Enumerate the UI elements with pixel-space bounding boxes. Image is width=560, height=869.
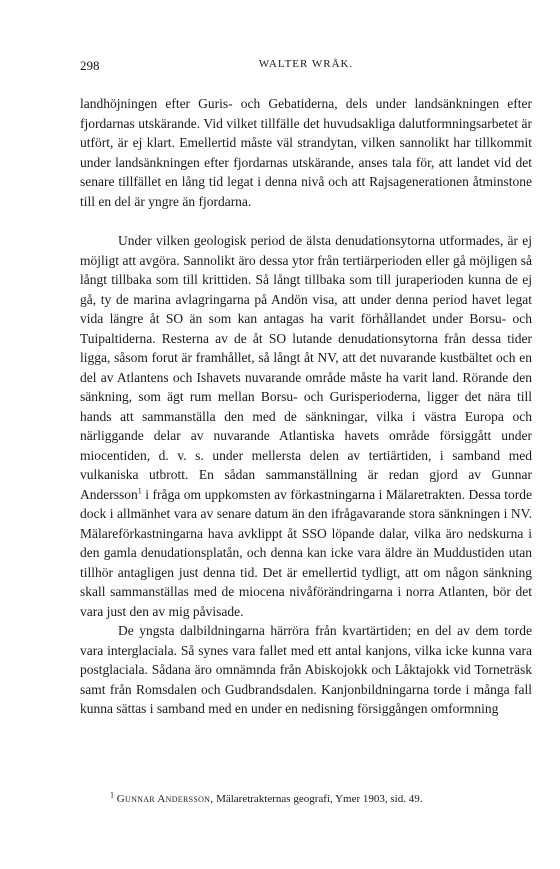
footnote bbox=[110, 792, 532, 806]
paragraph bbox=[80, 231, 532, 621]
body-text bbox=[80, 94, 532, 719]
footnote-marker: 1 bbox=[110, 790, 114, 800]
paragraph-text: i fråga om uppkomsten av förkastningarna i Mälaretrakten. Dessa torde dock i allmänhet vara av senare datum än den ifrågavarande stora sänkningen i NV. Mälareförkastningarna hava avklippt åt SSO löpande dalar, vilka äro nedskurna i den gamla denudationsplatån, och denna kan icke vara äldre än Muddustiden utan tillhör antagligen just denna tid. Det är emellertid tydligt, att om någon sänkning skall sammanställas med de miocena nivåförändringarna i norra Atlanten, bör det vara just den av mig påvisade. bbox=[80, 486, 533, 619]
footnote-reference: 1 bbox=[137, 486, 142, 495]
paragraph: De yngsta dalbildningarna härröra från kvartärtiden; en del av dem torde vara interglaciala. Så synes vara fallet med ett antal kanjons, vilka icke kunna vara postglaciala. Sådana äro omnämnda från Abiskojokk och Låktajokk vid Torneträsk samt från Romsdalen och Gudbrandsdalen. Kanjonbildningarna torde i många fall kunna sättas i samband med en under en nedisning försiggången omformning bbox=[80, 623, 532, 716]
paragraph: landhöjningen efter Guris- och Gebatiderna, dels under landsänkningen efter fjordarnas utskärande. Vid vilket tillfälle det huvudsakliga dalutformningsarbetet är utfört, är ej klart. Emellertid måste väl strandytan, vilken sannolikt har tillkommit under landsänkningen efter fjordarnas utskärande, anses tala för, att landet vid det senare tillfället en lång tid legat i denna nivå och att Rajsagenerationen åtminstone till en del är yngre än fjordarna. bbox=[80, 96, 532, 209]
page-header bbox=[80, 58, 532, 78]
footnote-text: Mälaretrakternas geografi, Ymer 1903, sid. 49. bbox=[216, 793, 423, 805]
running-head: WALTER WRÅK. bbox=[258, 58, 354, 70]
footnote-author: Gunnar Andersson, bbox=[116, 793, 214, 805]
paragraph-text: Under vilken geologisk period de älsta denudationsytorna utformades, är ej möjligt att avgöra. Sannolikt äro dessa ytor från tertiärperioden eller gå möjligen så långt tillbaka som till krittiden. Så långt tillbaka som till juraperioden kunna de ej gå, ty de marina avlagringarna på Andön visa, att under denna period havet legat vida längre åt SO än som kan antagas ha varit förhållandet under Borsu- och Tuipaltiderna. Resterna av de åt SO lutande denudationsytorna från dessa tider ligga, såsom forut är framhållet, så långt åt NV, att det nuvarande kustbältet och en del av Atlantens och Ishavets nuvarande område måste ha varit land. Rörande den sänkning, som ägt rum mellan Borsu- och Gurisperioderna, ligger det nära till hands att sammanställa den med de sänkningar, vilka i västra Europa och närliggande delar av nuvarande Atlantiska havets område försiggått under miocentiden, d. v. s. under mellersta delen av tertiärtiden, i samband med vulkaniska utbrott. En sådan sammanställning är redan gjord av Gunnar Andersson bbox=[80, 233, 532, 502]
page-number: 298 bbox=[80, 58, 100, 73]
